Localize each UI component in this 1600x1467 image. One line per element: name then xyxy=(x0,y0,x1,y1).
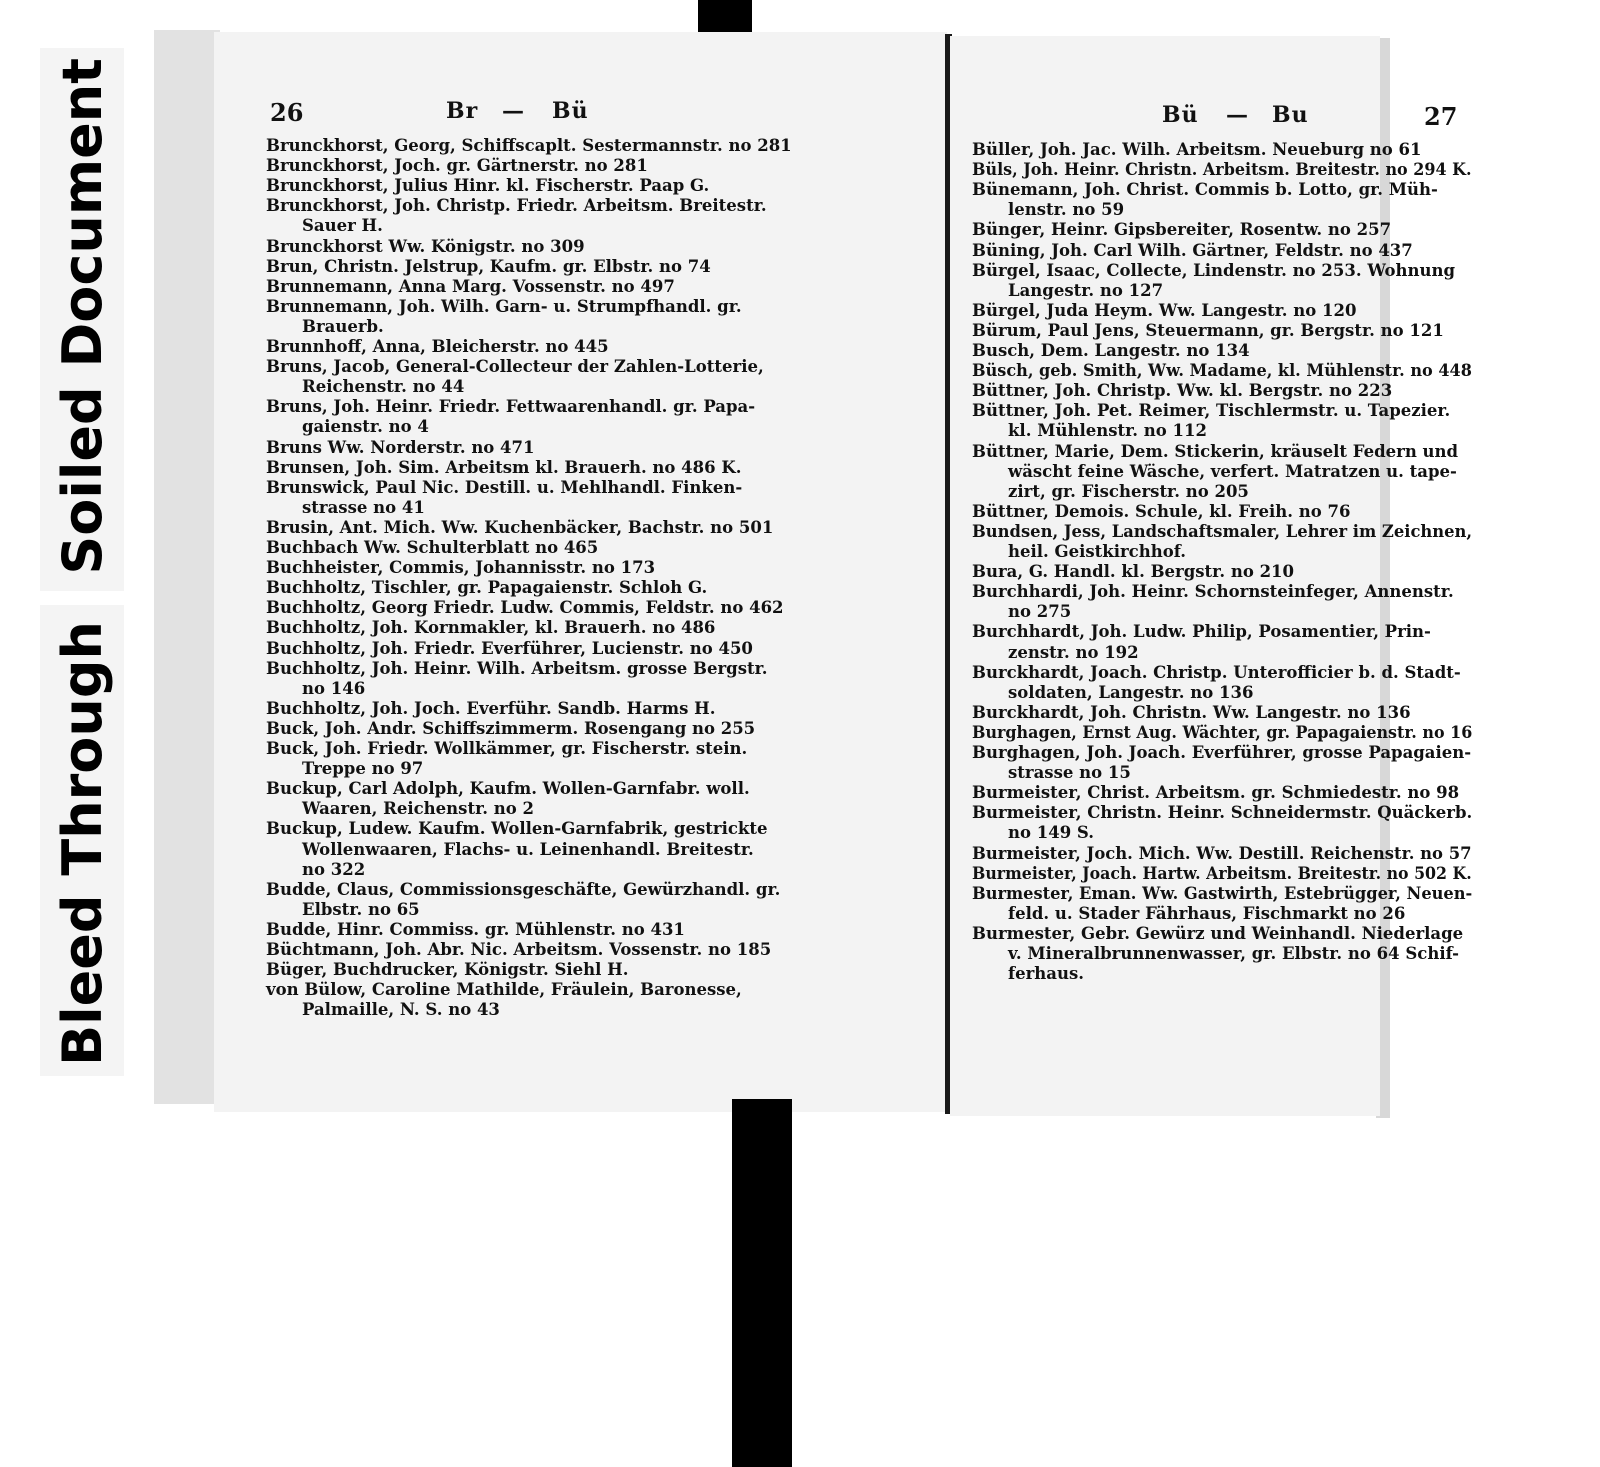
stamp-bleed-through: Bleed Through xyxy=(50,621,114,1066)
directory-line: Wollenwaaren, Flachs- u. Leinenhandl. Breitestr. xyxy=(302,839,754,859)
directory-line: Budde, Claus, Commissionsgeschäfte, Gewürzhandl. gr. xyxy=(266,879,781,899)
directory-line: Büsch, geb. Smith, Ww. Madame, kl. Mühlenstr. no 448 xyxy=(972,361,1472,381)
directory-line: ferhaus. xyxy=(1008,964,1085,984)
directory-line: Büller, Joh. Jac. Wilh. Arbeitsm. Neueburg no 61 xyxy=(972,140,1422,159)
directory-line: Busch, Dem. Langestr. no 134 xyxy=(972,341,1250,360)
directory-line: Büchtmann, Joh. Abr. Nic. Arbeitsm. Vossenstr. no 185 xyxy=(266,940,772,959)
directory-line: Buchholtz, Tischler, gr. Papagaienstr. Schloh G. xyxy=(266,578,708,598)
directory-line: Brun, Christn. Jelstrup, Kaufm. gr. Elbstr. no 74 xyxy=(266,256,711,276)
stamp-banner xyxy=(40,48,124,1076)
directory-line: Bürgel, Isaac, Collecte, Lindenstr. no 253. Wohnung xyxy=(972,260,1456,280)
running-head-right-end: Bu xyxy=(1272,102,1309,128)
directory-line: Bünger, Heinr. Gipsbereiter, Rosentw. no 257 xyxy=(972,220,1392,240)
directory-line: Büttner, Joh. Pet. Reimer, Tischlermstr. u. Tapezier. xyxy=(972,401,1451,421)
directory-line: von Bülow, Caroline Mathilde, Fräulein, Baronesse, xyxy=(266,980,742,1000)
directory-line: Bürum, Paul Jens, Steuermann, gr. Bergstr. no 121 xyxy=(972,320,1444,340)
clamp-bottom xyxy=(732,1099,792,1467)
directory-line: Sauer H. xyxy=(302,216,383,236)
directory-line: Waaren, Reichenstr. no 2 xyxy=(302,799,534,819)
directory-line: Burmester, Gebr. Gewürz und Weinhandl. Niederlage xyxy=(972,923,1464,943)
directory-line: zenstr. no 192 xyxy=(1008,642,1139,662)
directory-line: Palmaille, N. S. no 43 xyxy=(302,1000,500,1020)
directory-line: wäscht feine Wäsche, verfert. Matratzen u. tape- xyxy=(1008,461,1457,481)
directory-line: Brunnemann, Joh. Wilh. Garn- u. Strumpfhandl. gr. xyxy=(266,296,742,316)
directory-line: Buck, Joh. Andr. Schiffszimmerm. Rosengang no 255 xyxy=(266,718,756,738)
directory-line: Buck, Joh. Friedr. Wollkämmer, gr. Fischerstr. stein. xyxy=(266,739,748,758)
directory-line: Büger, Buchdrucker, Königstr. Siehl H. xyxy=(266,960,629,980)
page-number-left: 26 xyxy=(270,98,304,127)
directory-line: Burckhardt, Joach. Christp. Unterofficier b. d. Stadt- xyxy=(972,662,1461,682)
directory-line: Büttner, Marie, Dem. Stickerin, kräuselt Federn und xyxy=(972,441,1459,461)
running-head-right-start: Bü xyxy=(1162,102,1199,128)
stamp-divider xyxy=(40,591,124,605)
directory-line: zirt, gr. Fischerstr. no 205 xyxy=(1008,481,1249,501)
directory-line: Brunckhorst, Julius Hinr. kl. Fischerstr. Paap G. xyxy=(266,176,710,196)
directory-line: Langestr. no 127 xyxy=(1008,280,1164,300)
directory-line: Brusin, Ant. Mich. Ww. Kuchenbäcker, Bachstr. no 501 xyxy=(266,517,774,537)
directory-line: gaienstr. no 4 xyxy=(302,417,429,437)
right-page xyxy=(950,36,1473,1116)
directory-line: soldaten, Langestr. no 136 xyxy=(1008,682,1254,702)
directory-line: Buchbach Ww. Schulterblatt no 465 xyxy=(266,538,599,557)
directory-line: kl. Mühlenstr. no 112 xyxy=(1008,421,1207,441)
directory-line: no 149 S. xyxy=(1008,823,1095,843)
directory-line: Brunswick, Paul Nic. Destill. u. Mehlhandl. Finken- xyxy=(266,477,743,497)
directory-line: Büls, Joh. Heinr. Christn. Arbeitsm. Breitestr. no 294 K. xyxy=(972,160,1472,180)
directory-line: Bura, G. Handl. kl. Bergstr. no 210 xyxy=(972,562,1295,582)
directory-line: strasse no 15 xyxy=(1008,763,1131,783)
directory-line: Brunckhorst Ww. Königstr. no 309 xyxy=(266,236,585,256)
directory-line: no 146 xyxy=(302,678,366,698)
directory-line: Bünemann, Joh. Christ. Commis b. Lotto, gr. Müh- xyxy=(972,180,1438,200)
directory-line: Buckup, Ludew. Kaufm. Wollen-Garnfabrik, gestrickte xyxy=(266,819,768,839)
directory-line: Treppe no 97 xyxy=(302,759,424,779)
page-number-right: 27 xyxy=(1424,102,1458,131)
directory-line: Büttner, Demois. Schule, kl. Freih. no 76 xyxy=(972,501,1351,521)
directory-line: Buchholtz, Joh. Friedr. Everführer, Lucienstr. no 450 xyxy=(266,638,753,658)
directory-line: Bruns, Joh. Heinr. Friedr. Fettwaarenhandl. gr. Papa- xyxy=(266,397,756,417)
directory-line: Buckup, Carl Adolph, Kaufm. Wollen-Garnfabr. woll. xyxy=(266,779,750,799)
directory-line: Burchhardt, Joh. Ludw. Philip, Posamentier, Prin- xyxy=(972,622,1431,642)
directory-line: lenstr. no 59 xyxy=(1008,200,1125,220)
running-head-right-dash: — xyxy=(1226,102,1249,128)
directory-line: Burckhardt, Joh. Christn. Ww. Langestr. no 136 xyxy=(972,702,1411,722)
running-head-left-start: Br xyxy=(446,98,479,124)
directory-line: Bundsen, Jess, Landschaftsmaler, Lehrer im Zeichnen, xyxy=(972,521,1473,541)
directory-line: Budde, Hinr. Commiss. gr. Mühlenstr. no 431 xyxy=(266,919,685,939)
directory-line: Burmeister, Christn. Heinr. Schneidermstr. Quäckerb. xyxy=(972,803,1473,823)
directory-line: no 322 xyxy=(302,859,366,879)
directory-line: heil. Geistkirchhof. xyxy=(1008,542,1186,561)
stamp-soiled-document: Soiled Document xyxy=(50,58,114,575)
directory-line: feld. u. Stader Fährhaus, Fischmarkt no 26 xyxy=(1008,903,1406,923)
directory-line: Brunckhorst, Georg, Schiffscaplt. Sestermannstr. no 281 xyxy=(266,136,792,155)
directory-line: Büning, Joh. Carl Wilh. Gärtner, Feldstr. no 437 xyxy=(972,240,1413,260)
directory-line: Brunnemann, Anna Marg. Vossenstr. no 497 xyxy=(266,276,675,296)
open-book xyxy=(150,24,1473,1110)
directory-line: Brunsen, Joh. Sim. Arbeitsm kl. Brauerh. no 486 K. xyxy=(266,457,742,477)
directory-line: Burchhardi, Joh. Heinr. Schornsteinfeger, Annenstr. xyxy=(972,582,1454,602)
directory-line: v. Mineralbrunnenwasser, gr. Elbstr. no 64 Schif- xyxy=(1008,944,1459,963)
directory-line: Reichenstr. no 44 xyxy=(302,377,465,397)
directory-line: Buchholtz, Georg Friedr. Ludw. Commis, Feldstr. no 462 xyxy=(266,598,784,618)
directory-line: Burghagen, Ernst Aug. Wächter, gr. Papagaienstr. no 16 xyxy=(972,722,1473,742)
directory-line: Burmeister, Christ. Arbeitsm. gr. Schmiedestr. no 98 xyxy=(972,783,1460,803)
directory-line: no 275 xyxy=(1008,602,1072,622)
left-page xyxy=(214,32,947,1112)
directory-line: Brunnhoff, Anna, Bleicherstr. no 445 xyxy=(266,337,609,356)
directory-line: Buchholtz, Joh. Kornmakler, kl. Brauerh. no 486 xyxy=(266,618,716,638)
directory-line: Brunckhorst, Joch. gr. Gärtnerstr. no 281 xyxy=(266,156,648,176)
directory-line: Burmester, Eman. Ww. Gastwirth, Estebrügger, Neuen- xyxy=(972,883,1473,903)
directory-line: Bruns Ww. Norderstr. no 471 xyxy=(266,437,535,457)
directory-line: Büttner, Joh. Christp. Ww. kl. Bergstr. no 223 xyxy=(972,381,1393,401)
running-head-left-dash: — xyxy=(502,98,525,124)
directory-line: Burghagen, Joh. Joach. Everführer, grosse Papagaien- xyxy=(972,743,1472,762)
directory-line: strasse no 41 xyxy=(302,497,425,517)
page-edge-left xyxy=(154,30,220,1104)
directory-line: Buchholtz, Joh. Heinr. Wilh. Arbeitsm. grosse Bergstr. xyxy=(266,658,768,678)
directory-line: Brauerb. xyxy=(302,316,384,336)
directory-line: Buchheister, Commis, Johannisstr. no 173 xyxy=(266,558,656,578)
directory-line: Bürgel, Juda Heym. Ww. Langestr. no 120 xyxy=(972,300,1357,320)
directory-line: Brunckhorst, Joh. Christp. Friedr. Arbeitsm. Breitestr. xyxy=(266,196,767,216)
directory-line: Burmeister, Joch. Mich. Ww. Destill. Reichenstr. no 57 xyxy=(972,843,1472,863)
directory-line: Buchholtz, Joh. Joch. Everführ. Sandb. Harms H. xyxy=(266,698,716,718)
running-head-left-end: Bü xyxy=(552,98,589,124)
directory-line: Elbstr. no 65 xyxy=(302,899,420,919)
directory-line: Burmeister, Joach. Hartw. Arbeitsm. Breitestr. no 502 K. xyxy=(972,863,1472,883)
directory-line: Bruns, Jacob, General-Collecteur der Zahlen-Lotterie, xyxy=(266,357,764,377)
